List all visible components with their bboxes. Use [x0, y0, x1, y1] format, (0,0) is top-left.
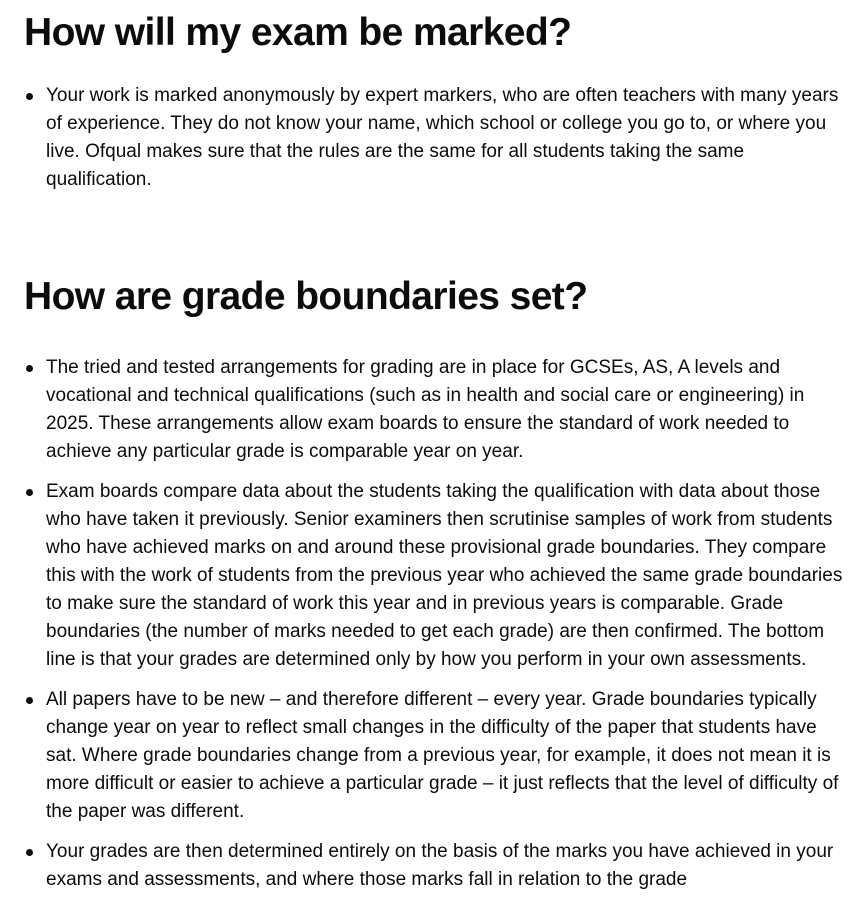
list-item [24, 838, 844, 894]
bullet-dot-icon [26, 93, 33, 100]
grade-boundaries-list [24, 354, 844, 894]
list-item-text: Your work is marked anonymously by expert markers, who are often teachers with many years of experience. They do not know your name, which school or college you go to, or where you live. Ofqual makes sure that the rules are the same for all students taking the same qualification. [46, 85, 839, 190]
bullet-dot-icon [26, 849, 33, 856]
bullet-dot-icon [26, 697, 33, 704]
list-item-text: Your grades are then determined entirely on the basis of the marks you have achieved in your exams and assessments, and where those marks fall in relation to the grade [46, 841, 834, 890]
bullet-dot-icon [26, 489, 33, 496]
list-item [24, 82, 844, 194]
list-item-text: All papers have to be new – and therefore different – every year. Grade boundaries typically change year on year to reflect small changes in the difficulty of the paper that students have sat. Where grade boundaries change from a previous year, for example, it does not mean it is more difficult or easier to achieve a particular grade – it just reflects that the level of difficulty of the paper was different. [46, 689, 839, 822]
list-item-text: The tried and tested arrangements for grading are in place for GCSEs, AS, A levels and vocational and technical qualifications (such as in health and social care or engineering) in 2025. These arrangements allow exam boards to ensure the standard of work needed to achieve any particular grade is comparable year on year. [46, 357, 805, 462]
list-item-text: Exam boards compare data about the students taking the qualification with data about those who have taken it previously. Senior examiners then scrutinise samples of work from students who have achieved marks on and around these provisional grade boundaries. They compare this with the work of students from the previous year who achieved the same grade boundaries to make sure the standard of work this year and in previous years is comparable. Grade boundaries (the number of marks needed to get each grade) are then confirmed. The bottom line is that your grades are determined only by how you perform in your own assessments. [46, 481, 843, 670]
bullet-dot-icon [26, 365, 33, 372]
heading-exam-marking: How will my exam be marked? [24, 11, 572, 54]
exam-marking-list [24, 82, 844, 194]
list-item [24, 686, 844, 826]
list-item [24, 478, 844, 674]
list-item [24, 354, 844, 466]
heading-grade-boundaries: How are grade boundaries set? [24, 275, 588, 318]
